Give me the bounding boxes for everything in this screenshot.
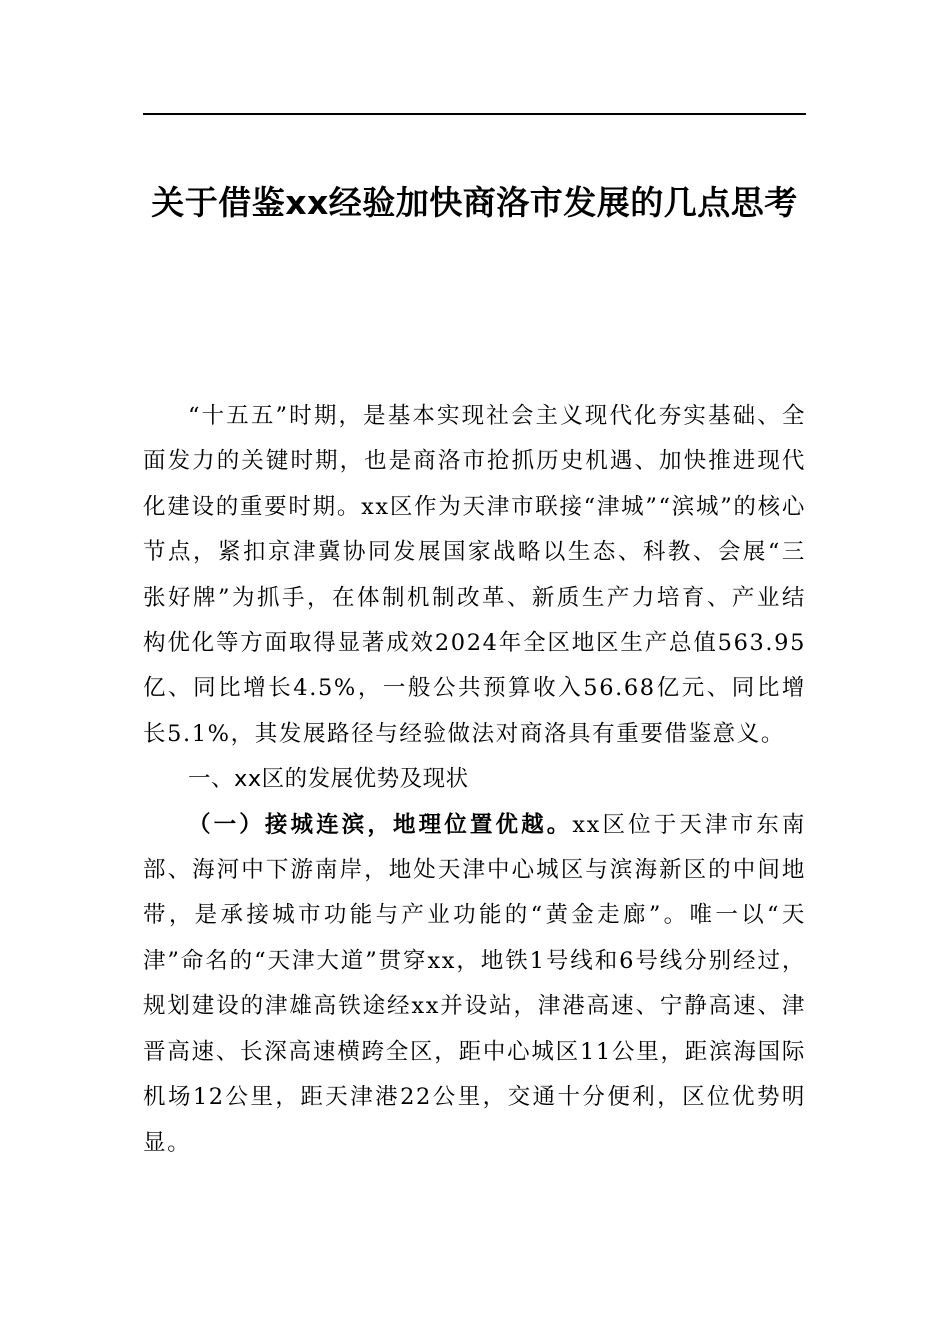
document-title: 关于借鉴xx经验加快商洛市发展的几点思考 [151, 183, 798, 222]
section-heading: 一、xx区的发展优势及现状 [188, 766, 469, 793]
document-body [143, 394, 806, 1166]
intro-paragraph: “十五五”时期，是基本实现社会主义现代化夯实基础、全面发力的关键时期，也是商洛市抢抓历史机遇、加快推进现代化建设的重要时期。xx区作为天津市联接“津城”“滨城”的核心节点，紧扣京津冀协同发展国家战略以生态、科教、会展“三张好牌”为抓手，在体制机制改革、新质生产力培育、产业结构优化等方面取得显著成效2024年全区地区生产总值563.95亿、同比增长4.5%，一般公共预算收入56.68亿元、同比增长5.1%，其发展路径与经验做法对商洛具有重要借鉴意义。 [143, 403, 806, 747]
subsection-paragraph [143, 803, 806, 1166]
header-rule [143, 113, 806, 115]
subsection-heading: （一）接城连滨，地理位置优越。 [188, 811, 573, 838]
subsection-body: xx区位于天津市东南部、海河中下游南岸，地处天津中心城区与滨海新区的中间地带，是承接城市功能与产业功能的“黄金走廊”。唯一以“天津”命名的“天津大道”贯穿xx，地铁1号线和6号线分别经过，规划建设的津雄高铁途经xx并设站，津港高速、宁静高速、津晋高速、长深高速横跨全区，距中心城区11公里，距滨海国际机场12公里，距天津港22公里，交通十分便利，区位优势明显。 [143, 811, 806, 1156]
